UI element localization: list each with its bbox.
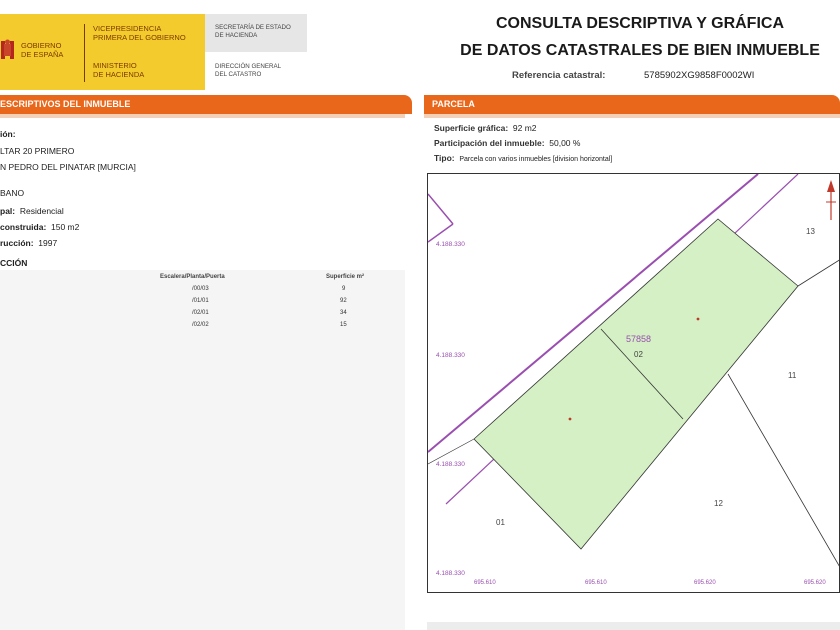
parcel-number-label: 01 <box>496 518 505 527</box>
page-title-line1: CONSULTA DESCRIPTIVA Y GRÁFICA <box>495 15 784 32</box>
table-cell-planta: /02/01 <box>192 310 209 316</box>
table-cell-superficie: 34 <box>340 310 347 316</box>
north-arrow-icon <box>826 180 836 220</box>
ministerio-label: MINISTERIO DE HACIENDA <box>93 61 145 79</box>
superficie-label: construida: <box>0 222 47 232</box>
divider <box>84 24 85 82</box>
construccion-table <box>0 270 405 630</box>
superficie-value: 150 m2 <box>51 222 80 232</box>
section-bar-shadow <box>0 114 405 118</box>
x-coordinate-label: 695.620 <box>804 580 826 586</box>
clase-value: BANO <box>0 188 25 198</box>
uso-row <box>0 206 64 216</box>
parcel-marker <box>569 418 572 421</box>
address-line1: LTAR 20 PRIMERO <box>0 146 75 156</box>
superficie-grafica-row <box>434 123 537 133</box>
parcel-number-label: 02 <box>634 350 643 359</box>
localizacion-label: ión: <box>0 129 16 139</box>
superficie-row <box>0 222 79 232</box>
superficie-grafica-value: 92 m2 <box>512 123 537 133</box>
table-header-superficie: Superficie m² <box>326 274 365 280</box>
tipo-value: Parcela con varios inmuebles [division horizontal] <box>459 156 613 163</box>
x-coordinate-label: 695.610 <box>474 580 496 586</box>
ref-catastral-label: Referencia catastral: <box>512 70 606 81</box>
anio-row <box>0 238 57 248</box>
superficie-grafica-label: Superficie gráfica: <box>434 123 509 133</box>
government-logo-block <box>0 14 205 90</box>
address-line2: N PEDRO DEL PINATAR [MURCIA] <box>0 162 136 172</box>
section-bar-shadow <box>424 114 840 118</box>
parcel-marker <box>697 318 700 321</box>
neighbor-boundary <box>798 259 840 286</box>
parcel-number-label: 12 <box>714 499 723 508</box>
uso-value: Residencial <box>19 206 64 216</box>
parcel-id-label: 57858 <box>626 334 652 344</box>
page-title-line2: DE DATOS CATASTRALES DE BIEN INMUEBLE <box>460 42 820 59</box>
section-bar-parcela: PARCELA <box>424 95 840 114</box>
participacion-value: 50,00 % <box>549 138 581 148</box>
table-header-planta: Escalera/Planta/Puerta <box>160 274 225 280</box>
participacion-row <box>434 138 580 148</box>
gobierno-label: GOBIERNO DE ESPAÑA <box>21 41 64 59</box>
x-coordinate-label: 695.620 <box>694 580 716 586</box>
construccion-title: CCIÓN <box>0 258 28 268</box>
parcel-area[interactable] <box>474 219 798 549</box>
street-boundary-line <box>428 224 453 242</box>
table-cell-superficie: 92 <box>340 298 347 304</box>
participacion-label: Participación del inmueble: <box>434 138 545 148</box>
ref-catastral-value: 5785902XG9858F0002WI <box>644 70 755 81</box>
table-cell-superficie: 9 <box>342 286 346 292</box>
y-coordinate-label: 4.188.330 <box>436 352 465 359</box>
secretaria-label: SECRETARÍA DE ESTADO DE HACIENDA <box>215 24 291 39</box>
tipo-label: Tipo: <box>434 153 455 163</box>
parcel-number-label: 13 <box>806 227 815 236</box>
cadastral-map[interactable] <box>427 173 840 593</box>
y-coordinate-label: 4.188.330 <box>436 241 465 248</box>
y-coordinate-label: 4.188.330 <box>436 570 465 577</box>
table-cell-superficie: 15 <box>340 322 347 328</box>
next-section-edge <box>427 622 840 630</box>
x-coordinate-label: 695.610 <box>585 580 607 586</box>
section-bar-descriptivos: ESCRIPTIVOS DEL INMUEBLE <box>0 95 412 114</box>
table-cell-planta: /01/01 <box>192 298 209 304</box>
street-boundary-line <box>428 194 453 224</box>
anio-label: rucción: <box>0 238 34 248</box>
anio-value: 1997 <box>38 238 58 248</box>
cadastral-map-svg <box>428 174 840 593</box>
y-coordinate-label: 4.188.330 <box>436 461 465 468</box>
secretaria-block <box>205 14 307 52</box>
spain-coat-of-arms-icon <box>0 38 16 64</box>
direccion-label: DIRECCIÓN GENERAL DEL CATASTRO <box>215 63 282 78</box>
table-cell-planta: /02/02 <box>192 322 209 328</box>
vicepresidencia-label: VICEPRESIDENCIA PRIMERA DEL GOBIERNO <box>93 24 186 42</box>
tipo-row <box>434 153 612 163</box>
table-cell-planta: /00/03 <box>192 286 209 292</box>
uso-label: pal: <box>0 206 16 216</box>
parcel-number-label: 11 <box>788 371 797 380</box>
neighbor-boundary <box>728 374 840 569</box>
